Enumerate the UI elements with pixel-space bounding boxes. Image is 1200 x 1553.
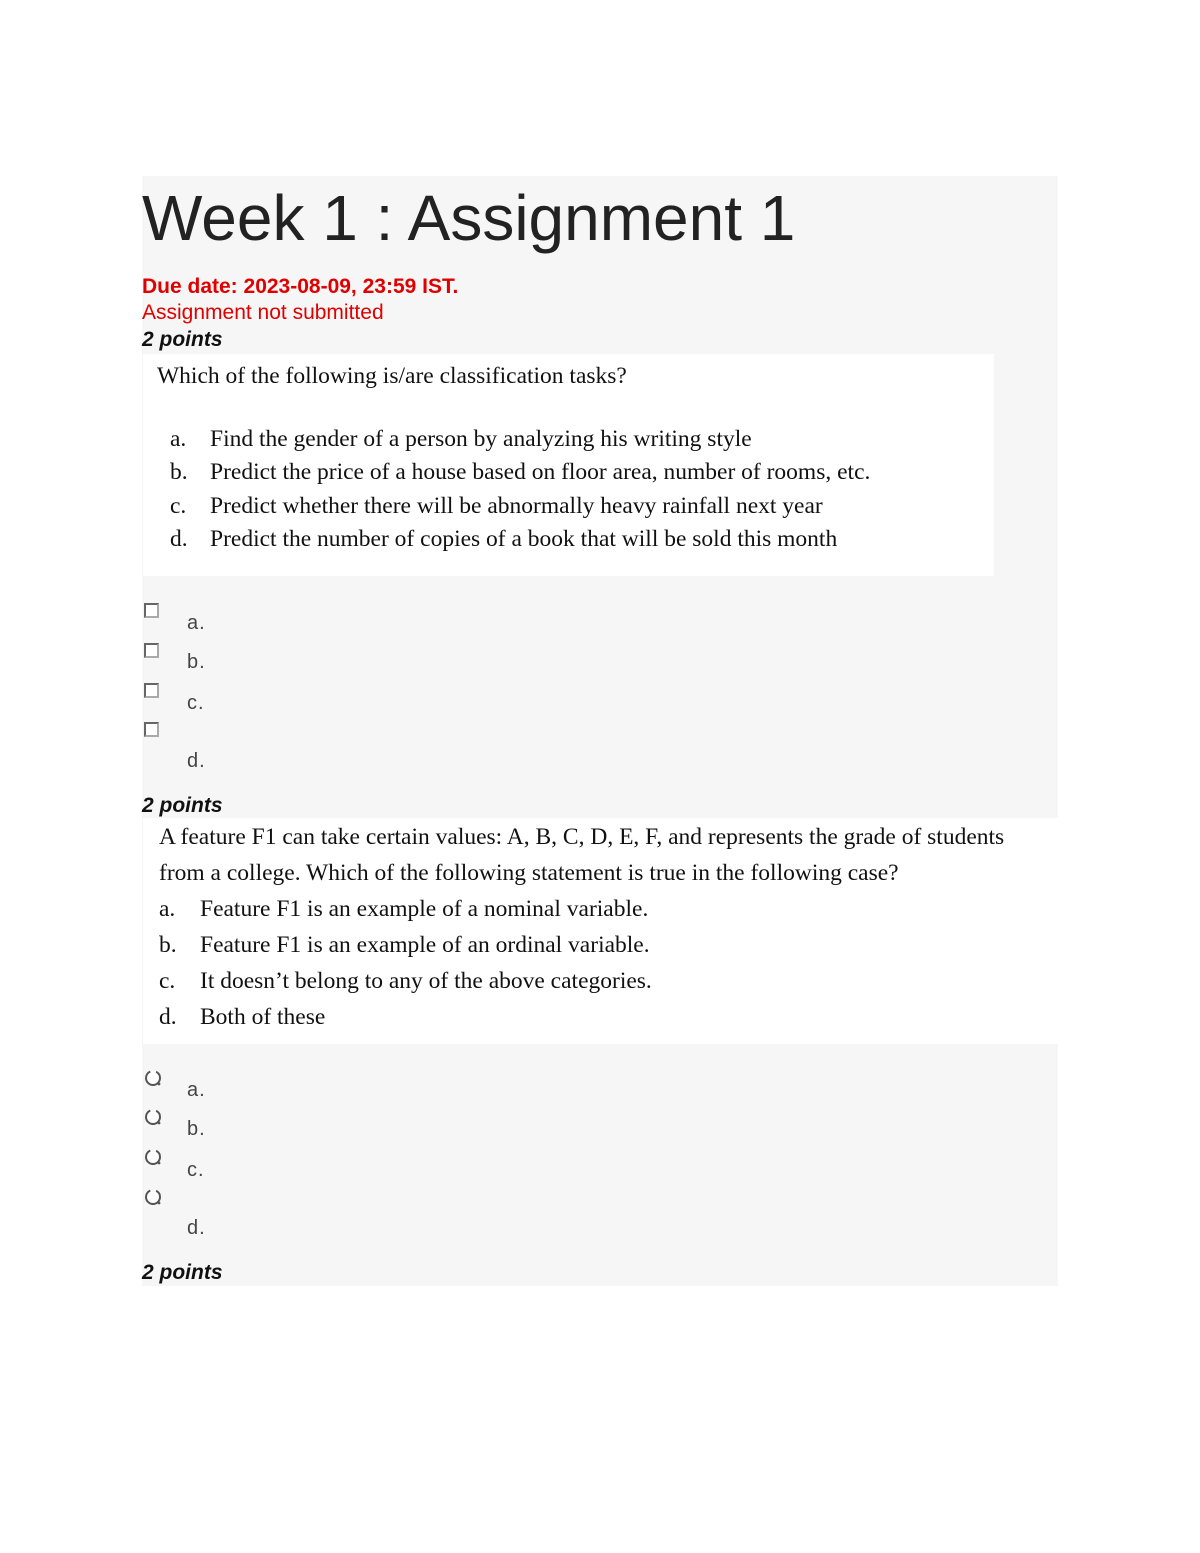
question-1-points: 2 points <box>142 328 223 351</box>
option-text: Find the gender of a person by analyzing his writing style <box>210 426 752 452</box>
option-letter: d. <box>159 1004 177 1030</box>
question-2-text-line-1: A feature F1 can take certain values: A, B, C, D, E, F, and represents the grade of students <box>159 824 1005 850</box>
option-letter: a. <box>170 426 187 452</box>
answer-label-b[interactable]: b. <box>187 651 206 673</box>
question-2-option-d <box>159 999 325 1035</box>
answer-label-c[interactable]: c. <box>187 692 205 714</box>
option-letter: b. <box>159 932 177 958</box>
question-2-body <box>143 818 1143 1044</box>
answer-radio-c[interactable] <box>144 1148 162 1166</box>
question-2-points: 2 points <box>142 794 223 817</box>
answer-checkbox-a[interactable] <box>144 603 159 618</box>
question-1-body <box>143 354 994 576</box>
option-text: Feature F1 is an example of an ordinal variable. <box>200 932 650 958</box>
answer-checkbox-c[interactable] <box>144 683 159 698</box>
option-letter: d. <box>170 526 188 552</box>
option-letter: c. <box>159 968 176 994</box>
option-text: Feature F1 is an example of a nominal variable. <box>200 896 649 922</box>
answer-radio-a[interactable] <box>144 1069 162 1087</box>
answer-checkbox-b[interactable] <box>144 643 159 658</box>
answer-radio-b[interactable] <box>144 1108 162 1126</box>
submission-status: Assignment not submitted <box>142 301 384 324</box>
question-1-text: Which of the following is/are classification tasks? <box>157 363 627 389</box>
answer-label-b[interactable]: b. <box>187 1118 206 1140</box>
answer-label-d[interactable]: d. <box>187 750 206 772</box>
answer-label-c[interactable]: c. <box>187 1159 205 1181</box>
question-2-option-b <box>159 927 650 963</box>
option-text: Both of these <box>200 1004 326 1030</box>
option-text: Predict the price of a house based on floor area, number of rooms, etc. <box>210 459 871 485</box>
option-letter: c. <box>170 493 187 519</box>
question-1-option-b <box>170 456 870 489</box>
due-date: Due date: 2023-08-09, 23:59 IST. <box>142 275 459 298</box>
option-text: It doesn’t belong to any of the above categories. <box>200 968 652 994</box>
question-2-text-line-2: from a college. Which of the following statement is true in the following case? <box>159 860 899 886</box>
question-1-option-d <box>170 523 837 556</box>
option-letter: a. <box>159 896 176 922</box>
question-1-option-a <box>170 423 752 456</box>
answer-label-a[interactable]: a. <box>187 1079 206 1101</box>
page-title: Week 1 : Assignment 1 <box>142 182 796 254</box>
answer-label-d[interactable]: d. <box>187 1217 206 1239</box>
option-text: Predict the number of copies of a book that will be sold this month <box>210 526 838 552</box>
answer-label-a[interactable]: a. <box>187 612 206 634</box>
question-3-points: 2 points <box>142 1261 223 1284</box>
question-1-option-c <box>170 490 823 523</box>
assignment-panel <box>142 176 1058 1286</box>
question-2-option-a <box>159 891 648 927</box>
option-letter: b. <box>170 459 188 485</box>
answer-radio-d[interactable] <box>144 1188 162 1206</box>
option-text: Predict whether there will be abnormally heavy rainfall next year <box>210 493 823 519</box>
question-2-option-c <box>159 963 652 999</box>
answer-checkbox-d[interactable] <box>144 722 159 737</box>
